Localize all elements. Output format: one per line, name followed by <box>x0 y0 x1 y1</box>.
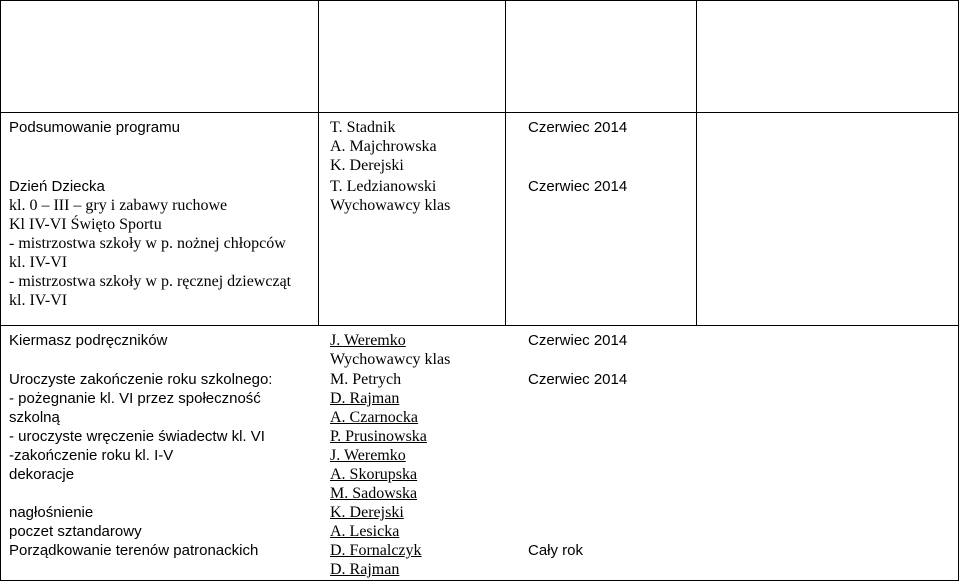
column-divider <box>318 0 319 326</box>
date-text: Czerwiec 2014 <box>528 371 628 388</box>
activity-text: - mistrzostwa szkoły w p. ręcznej dziewcząt <box>9 273 292 290</box>
responsible-name: D. Fornalczyk <box>330 542 422 559</box>
activity-text: nagłośnienie <box>9 504 94 521</box>
activity-text: - mistrzostwa szkoły w p. nożnej chłopców <box>9 235 286 252</box>
activity-text: kl. 0 – III – gry i zabawy ruchowe <box>9 197 228 214</box>
activity-text: Dzień Dziecka <box>9 178 105 195</box>
responsible-name: M. Sadowska <box>330 485 418 502</box>
responsible-name: K. Derejski <box>330 504 404 521</box>
date-text: Cały rok <box>528 542 584 559</box>
activity-text: kl. IV-VI <box>9 292 68 309</box>
activity-text: Podsumowanie programu <box>9 119 180 136</box>
responsible-name: A. Majchrowska <box>330 138 437 155</box>
responsible-name: T. Ledzianowski <box>330 178 437 195</box>
activity-text: szkolną <box>9 409 60 426</box>
column-divider <box>696 0 697 326</box>
table-border-left <box>0 0 1 326</box>
table-border-top <box>0 0 959 1</box>
responsible-name: Wychowawcy klas <box>330 351 451 368</box>
activity-text: poczet sztandarowy <box>9 523 142 540</box>
responsible-name: K. Derejski <box>330 157 404 174</box>
activity-text: Porządkowanie terenów patronackich <box>9 542 259 559</box>
activity-text: Uroczyste zakończenie roku szkolnego: <box>9 371 273 388</box>
responsible-name: M. Petrych <box>330 371 402 388</box>
responsible-name: J. Weremko <box>330 332 406 349</box>
table-divider <box>0 325 959 326</box>
responsible-name: D. Rajman <box>330 561 400 578</box>
activity-text: - uroczyste wręczenie świadectw kl. VI <box>9 428 265 445</box>
activity-text: dekoracje <box>9 466 75 483</box>
activity-text: Kiermasz podręczników <box>9 332 168 349</box>
table-border-left <box>0 325 1 581</box>
responsible-name: Wychowawcy klas <box>330 197 451 214</box>
responsible-name: A. Lesicka <box>330 523 400 540</box>
responsible-name: J. Weremko <box>330 447 406 464</box>
date-text: Czerwiec 2014 <box>528 332 628 349</box>
responsible-name: P. Prusinowska <box>330 428 427 445</box>
activity-text: - pożegnanie kl. VI przez społeczność <box>9 390 261 407</box>
date-text: Czerwiec 2014 <box>528 178 628 195</box>
responsible-name: T. Stadnik <box>330 119 396 136</box>
table-divider <box>0 112 959 113</box>
date-text: Czerwiec 2014 <box>528 119 628 136</box>
responsible-name: A. Skorupska <box>330 466 418 483</box>
column-divider <box>505 0 506 326</box>
activity-text: Kl IV-VI Święto Sportu <box>9 216 162 233</box>
activity-text: -zakończenie roku kl. I-V <box>9 447 174 464</box>
responsible-name: D. Rajman <box>330 390 400 407</box>
activity-text: kl. IV-VI <box>9 254 68 271</box>
responsible-name: A. Czarnocka <box>330 409 418 426</box>
